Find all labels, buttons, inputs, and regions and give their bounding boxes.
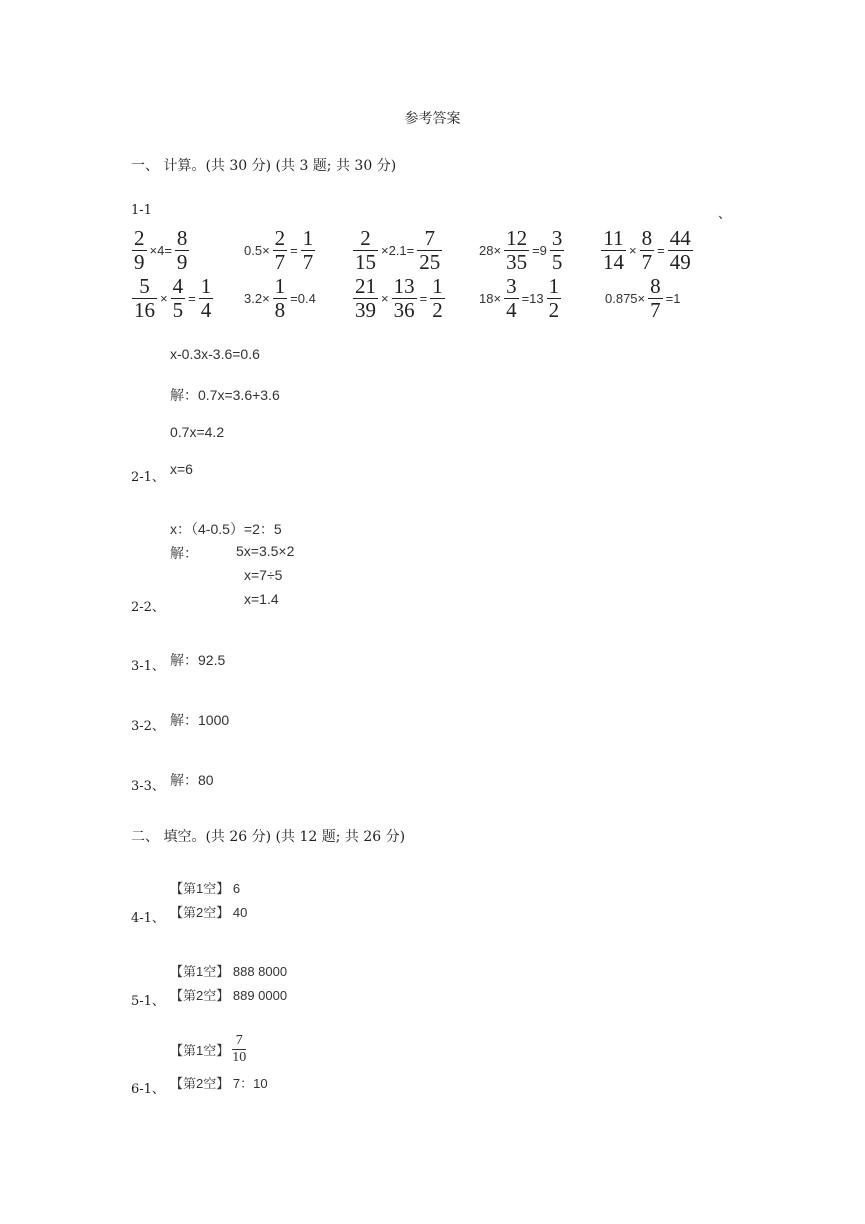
page-title: 参考答案	[404, 111, 461, 127]
blank-value: 889 0000	[232, 988, 288, 1003]
equation-solution-prefix: 解：	[170, 545, 198, 561]
question-tick-mark: 、	[718, 207, 732, 222]
section-heading-fill-blank: 二、 填空。(共 26 分) (共 12 题; 共 26 分)	[131, 829, 406, 845]
exercise-1-1-g: 3.2× $\frac{1}{8}$ =0.4	[244, 274, 316, 322]
question-label-6-1: 6-1、	[131, 1082, 165, 1097]
exercise-1-1-i: 18× $\frac{3}{4}$ =13 $\frac{1}{2}$	[479, 274, 560, 322]
fraction: $\frac{3}{4}$	[506, 274, 517, 322]
fraction: $\frac{5}{16}$	[134, 274, 155, 322]
blank-label: 【第1空】 $\frac{7}{10}$	[170, 1033, 247, 1065]
answer-text: 解：92.5	[170, 652, 226, 668]
question-label-2-2: 2-2、	[131, 600, 165, 615]
fraction: $\frac{1}{2}$	[432, 274, 443, 322]
blank-value: 40	[232, 905, 248, 920]
fraction: $\frac{1}{2}$	[548, 274, 560, 322]
equation-line: x-0.3x-3.6=0.6	[170, 346, 260, 362]
answer-text: 解：80	[170, 772, 214, 788]
blank-value: 888 8000	[232, 964, 288, 979]
fraction: $\frac{7}{25}$	[419, 226, 441, 274]
fraction: $\frac{8}{7}$	[650, 274, 661, 322]
blank-value: 7：10	[232, 1076, 268, 1091]
question-label-5-1: 5-1、	[131, 994, 165, 1009]
question-label-2-1: 2-1、	[131, 470, 165, 485]
exercise-1-1-c: $\frac{2}{15}$ ×2.1= $\frac{7}{25}$	[355, 226, 441, 274]
question-label-3-3: 3-3、	[131, 779, 165, 794]
equation-line: x=7÷5	[244, 567, 283, 583]
blank-label: 【第2空】 7：10	[170, 1076, 268, 1091]
fraction: $\frac{4}{5}$	[172, 274, 184, 322]
exercise-1-1-h: $\frac{21}{39}$ × $\frac{13}{36}$ = $\frac{1}{2}$	[355, 274, 443, 322]
exercise-1-1-e: $\frac{11}{14}$ × $\frac{8}{7}$ = $\frac{44}{49}$	[603, 226, 691, 274]
fraction: $\frac{12}{35}$	[506, 226, 528, 274]
question-label-1-1: 1-1	[131, 203, 152, 218]
exercise-1-1-d: 28× $\frac{12}{35}$ =9 $\frac{3}{5}$	[479, 226, 563, 274]
fraction: $\frac{1}{7}$	[302, 226, 314, 274]
fraction: $\frac{11}{14}$	[603, 226, 624, 274]
fraction: $\frac{2}{15}$	[355, 226, 376, 274]
exercise-1-1-b: 0.5× $\frac{2}{7}$ = $\frac{1}{7}$	[244, 226, 314, 274]
blank-label: 【第1空】 6	[170, 881, 241, 896]
fraction: $\frac{3}{5}$	[551, 226, 563, 274]
fraction: $\frac{1}{8}$	[274, 274, 286, 322]
blank-label: 【第1空】 888 8000	[170, 964, 288, 979]
fraction: $\frac{8}{9}$	[176, 226, 188, 274]
blank-label: 【第2空】 889 0000	[170, 988, 288, 1003]
question-label-4-1: 4-1、	[131, 911, 165, 926]
fraction: $\frac{8}{7}$	[641, 226, 653, 274]
fraction: $\frac{1}{4}$	[200, 274, 212, 322]
answer-text: 解：1000	[170, 712, 230, 728]
fraction: $\frac{2}{9}$	[134, 226, 145, 274]
question-label-3-1: 3-1、	[131, 659, 165, 674]
exercise-1-1-j: 0.875× $\frac{8}{7}$ =1	[605, 274, 681, 322]
fraction: $\frac{21}{39}$	[355, 274, 376, 322]
exercise-1-1-f: $\frac{5}{16}$ × $\frac{4}{5}$ = $\frac{1}{4}$	[134, 274, 212, 322]
equation-line: x=6	[170, 461, 193, 477]
equation-line: 5x=3.5×2	[236, 543, 295, 559]
question-label-3-2: 3-2、	[131, 719, 165, 734]
blank-value-fraction: $\frac{7}{10}$	[232, 1033, 247, 1065]
blank-value: 6	[232, 881, 241, 896]
equation-line: 解：0.7x=3.6+3.6	[170, 387, 280, 403]
fraction: $\frac{2}{7}$	[274, 226, 286, 274]
fraction: $\frac{13}{36}$	[393, 274, 415, 322]
fraction: $\frac{44}{49}$	[669, 226, 691, 274]
exercise-1-1-a: $\frac{2}{9}$ ×4= $\frac{8}{9}$	[134, 226, 188, 274]
section-heading-calculation: 一、 计算。(共 30 分) (共 3 题; 共 30 分)	[131, 158, 397, 174]
equation-line: x：（4-0.5）=2：5	[170, 521, 282, 537]
blank-label: 【第2空】 40	[170, 905, 248, 920]
equation-line: x=1.4	[244, 591, 279, 607]
equation-line: 0.7x=4.2	[170, 424, 225, 440]
